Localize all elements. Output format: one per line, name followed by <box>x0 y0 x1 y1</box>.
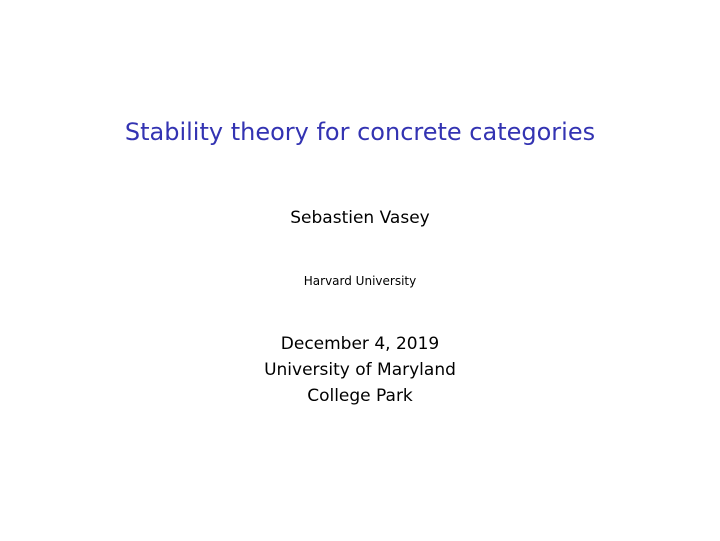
institute: Harvard University <box>303 274 417 288</box>
author-name: Sebastien Vasey <box>290 208 430 228</box>
date: December 4, 2019 <box>280 334 440 354</box>
venue: University of Maryland <box>264 360 456 380</box>
slide-title: Stability theory for concrete categories <box>124 118 596 146</box>
venue-location: College Park <box>307 386 413 406</box>
